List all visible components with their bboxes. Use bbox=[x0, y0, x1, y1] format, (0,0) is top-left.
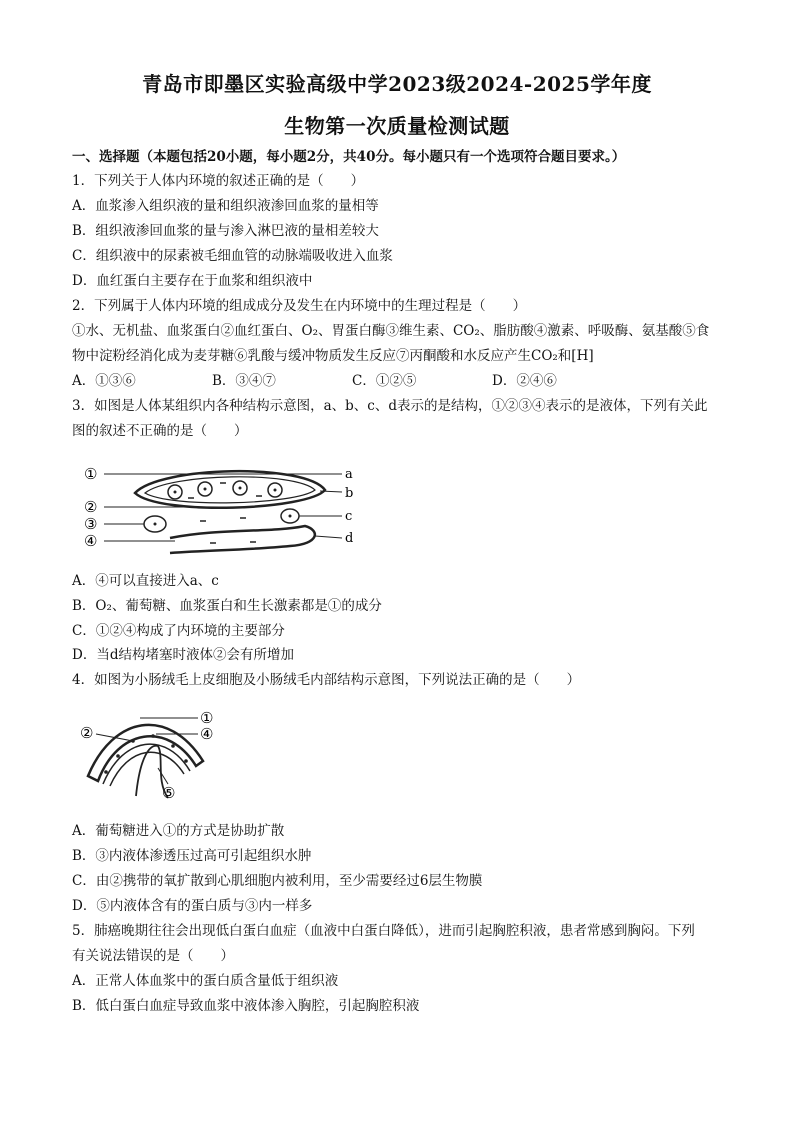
q1-option-b: B．组织液渗回血浆的量与渗入淋巴液的量相差较大 bbox=[72, 223, 379, 239]
cell-nucleus bbox=[104, 770, 108, 774]
q5-option-a: A．正常人体血浆中的蛋白质含量低于组织液 bbox=[72, 973, 339, 989]
blood-cell-nucleus bbox=[274, 489, 277, 492]
fig3-label-4: ④ bbox=[84, 532, 98, 550]
fig4-label-5: ⑤ bbox=[162, 784, 176, 801]
q4-figure bbox=[78, 706, 238, 805]
q2-stem: 2．下列属于人体内环境的组成成分及发生在内环境中的生理过程是（ ） bbox=[72, 298, 527, 314]
fig3-label-c: c bbox=[345, 509, 353, 524]
q4-option-d: D．⑤内液体含有的蛋白质与③内一样多 bbox=[72, 898, 313, 914]
exam-title-line1: 青岛市即墨区实验高级中学2023级2024-2025学年度 bbox=[142, 72, 652, 96]
q5-stem-line1: 5．肺癌晚期往往会出现低白蛋白血症（血液中白蛋白降低），进而引起胸腔积液，患者常感到胸闷。下列 bbox=[72, 923, 695, 939]
fig3-label-1: ① bbox=[84, 465, 98, 483]
cell-nucleus bbox=[151, 734, 155, 738]
q5-option-b: B．低白蛋白血症导致血浆中液体渗入胸腔，引起胸腔积液 bbox=[72, 998, 420, 1014]
q3-option-b: B．O₂、葡萄糖、血浆蛋白和生长激素都是①的成分 bbox=[72, 598, 382, 614]
q2-text-line2: ①水、无机盐、血浆蛋白②血红蛋白、O₂、胃蛋白酶③维生素、CO₂、脂肪酸④激素、呼吸酶、氨基酸⑤食 bbox=[72, 323, 710, 339]
q1-option-c: C．组织液中的尿素被毛细血管的动脉端吸收进入血浆 bbox=[72, 248, 393, 264]
fig3-label-d: d bbox=[345, 531, 354, 546]
q3-stem-line1: 3．如图是人体某组织内各种结构示意图，a、b、c、d表示的是结构，①②③④表示的是液体，下列有关此 bbox=[72, 398, 708, 414]
tissue-cell-nucleus bbox=[154, 523, 157, 526]
q2-options bbox=[72, 372, 732, 390]
q3-stem-line2: 图的叙述不正确的是（ ） bbox=[72, 423, 248, 439]
tissue-cell-nucleus bbox=[289, 515, 292, 518]
blood-cell-nucleus bbox=[239, 487, 242, 490]
leader-line-5 bbox=[158, 768, 168, 784]
q2-option-d: D．②④⑥ bbox=[492, 373, 557, 389]
q4-option-c: C．由②携带的氧扩散到心肌细胞内被利用，至少需要经过6层生物膜 bbox=[72, 873, 483, 889]
capillary-inner-wall bbox=[145, 477, 315, 503]
q3-figure bbox=[80, 458, 380, 562]
fig4-label-2: ② bbox=[80, 724, 94, 742]
lymph-capillary bbox=[170, 526, 315, 553]
q3-option-d: D．当d结构堵塞时液体②会有所增加 bbox=[72, 647, 294, 663]
exam-title-line2: 生物第一次质量检测试题 bbox=[284, 114, 510, 138]
fig3-label-b: b bbox=[345, 486, 354, 501]
q2-text-line3: 物中淀粉经消化成为麦芽糖⑥乳酸与缓冲物质发生反应⑦丙酮酸和水反应产生CO₂和[H] bbox=[72, 348, 594, 364]
fig3-label-2: ② bbox=[84, 498, 98, 516]
cell-nucleus bbox=[171, 744, 175, 748]
q4-stem: 4．如图为小肠绒毛上皮细胞及小肠绒毛内部结构示意图，下列说法正确的是（ ） bbox=[72, 672, 581, 688]
q2-option-a: A．①③⑥ bbox=[72, 373, 136, 389]
intestinal-villus-diagram bbox=[78, 706, 238, 801]
q3-option-c: C．①②④构成了内环境的主要部分 bbox=[72, 623, 285, 639]
q2-option-b: B．③④⑦ bbox=[212, 373, 276, 389]
cell-nucleus bbox=[184, 759, 188, 763]
fig3-label-a: a bbox=[345, 467, 353, 482]
tissue-structure-diagram bbox=[80, 458, 380, 558]
fig3-label-3: ③ bbox=[84, 515, 98, 533]
q1-stem: 1．下列关于人体内环境的叙述正确的是（ ） bbox=[72, 173, 365, 189]
leader-line-d bbox=[315, 536, 342, 538]
blood-cell-nucleus bbox=[204, 488, 207, 491]
q4-option-b: B．③内液体渗透压过高可引起组织水肿 bbox=[72, 848, 312, 864]
q1-option-d: D．血红蛋白主要存在于血浆和组织液中 bbox=[72, 273, 313, 289]
blood-cell-nucleus bbox=[174, 491, 177, 494]
fig4-label-4: ④ bbox=[200, 725, 214, 743]
q5-stem-line2: 有关说法错误的是（ ） bbox=[72, 948, 234, 964]
cell-nucleus bbox=[116, 754, 120, 758]
section-heading: 一、选择题（本题包括20小题，每小题2分，共40分。每小题只有一个选项符合题目要求。） bbox=[72, 149, 626, 165]
q3-option-a: A．④可以直接进入a、c bbox=[72, 573, 219, 589]
fig4-label-1: ① bbox=[200, 709, 214, 727]
leader-line-2 bbox=[96, 734, 133, 741]
q1-option-a: A．血浆渗入组织液的量和组织液渗回血浆的量相等 bbox=[72, 198, 379, 214]
q2-option-c: C．①②⑤ bbox=[352, 373, 417, 389]
q4-option-a: A．葡萄糖进入①的方式是协助扩散 bbox=[72, 823, 285, 839]
